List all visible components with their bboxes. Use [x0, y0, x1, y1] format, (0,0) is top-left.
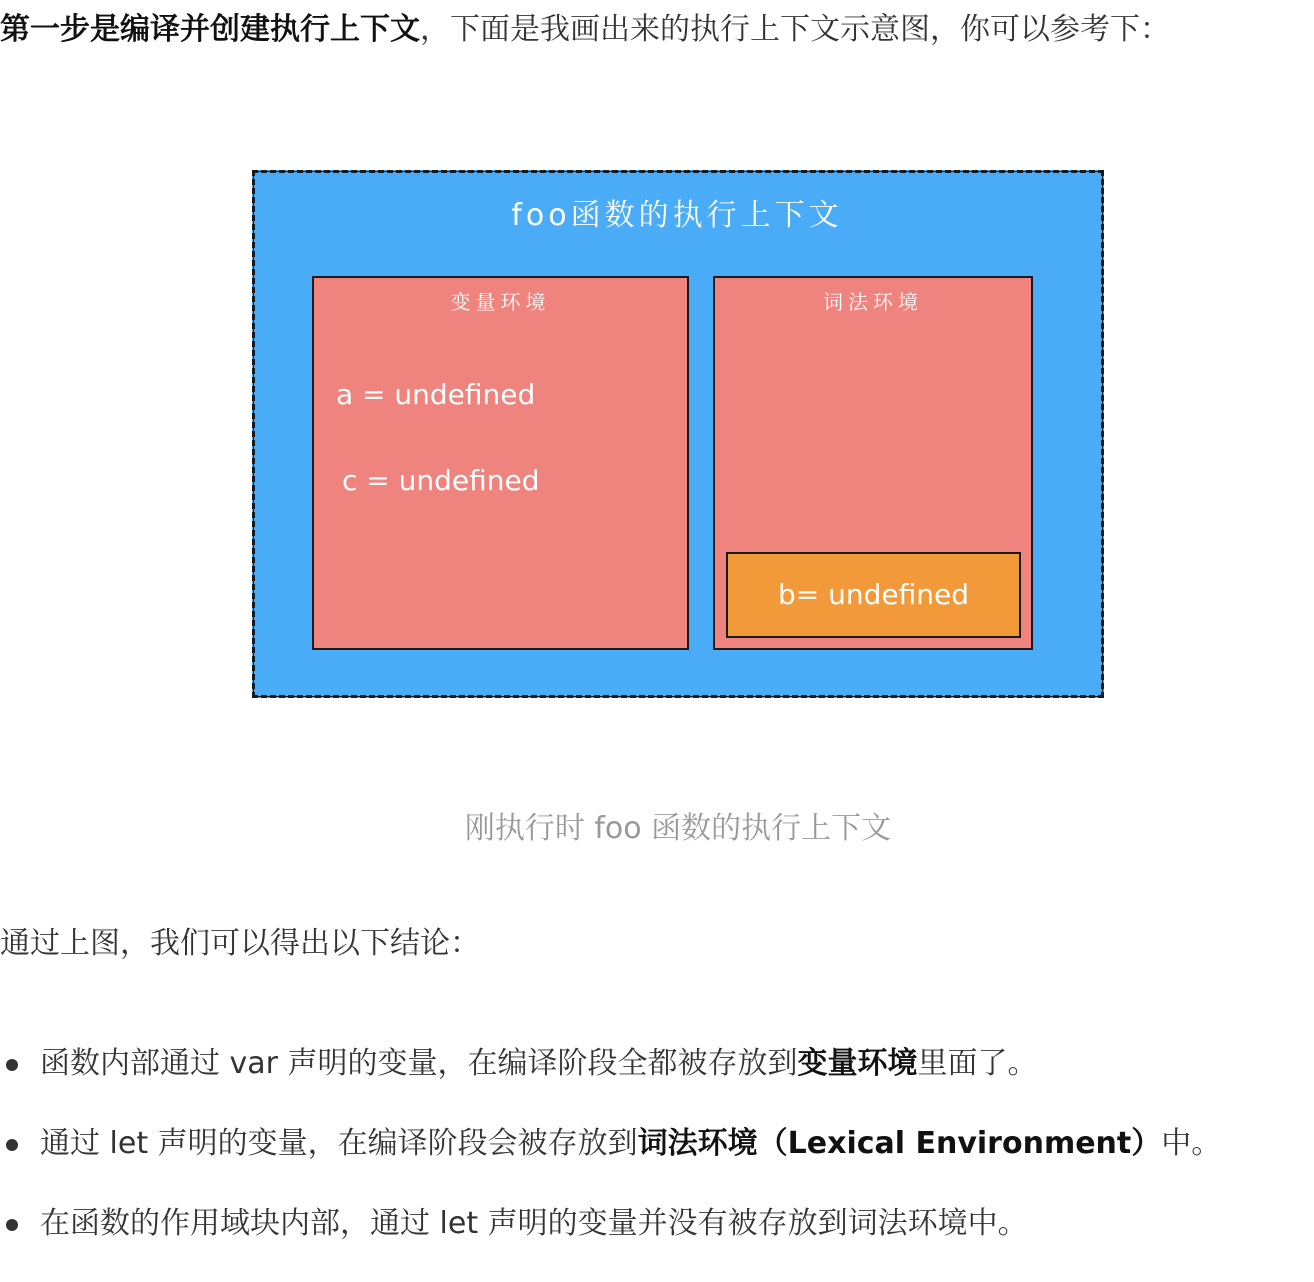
- list-item-text: 通过 let 声明的变量，在编译阶段会被存放到: [40, 1126, 638, 1161]
- block-scope-box: [726, 552, 1021, 638]
- figure-caption: 刚执行时 foo 函数的执行上下文: [464, 811, 892, 846]
- lexical-environment-title: 词法环境: [823, 290, 923, 314]
- list-item: [0, 1202, 1221, 1282]
- variable-c-line: c = undefined: [342, 464, 540, 497]
- list-item-bold: 变量环境: [797, 1046, 918, 1081]
- variable-environment-title: 变量环境: [450, 290, 551, 314]
- execution-context-title: foo函数的执行上下文: [511, 198, 843, 233]
- lexical-environment-box: [713, 276, 1033, 650]
- list-item-text: 在函数的作用域块内部，通过 let 声明的变量并没有被存放到词法环境中。: [40, 1206, 1028, 1241]
- list-item-tail: 里面了。: [917, 1046, 1038, 1081]
- list-item: [0, 1042, 1221, 1122]
- variable-a-line: a = undefined: [336, 378, 536, 411]
- list-item-text: 函数内部通过 var 声明的变量，在编译阶段全都被存放到: [40, 1046, 798, 1081]
- conclusion-intro: 通过上图，我们可以得出以下结论：: [0, 926, 480, 961]
- intro-text: ，下面是我画出来的执行上下文示意图，你可以参考下：: [420, 12, 1170, 47]
- list-item-tail: 中。: [1161, 1126, 1222, 1161]
- variable-environment-box: [312, 276, 689, 650]
- bullet-dot: [6, 1219, 18, 1231]
- intro-bold-text: 第一步是编译并创建执行上下文: [0, 12, 420, 47]
- list-item-bold: 词法环境（Lexical Environment）: [637, 1126, 1162, 1161]
- conclusion-list: [0, 1042, 1221, 1282]
- bullet-dot: [6, 1139, 18, 1151]
- bullet-dot: [6, 1059, 18, 1071]
- variable-b-line: b= undefined: [777, 578, 969, 611]
- list-item: [0, 1122, 1221, 1202]
- intro-paragraph: [0, 8, 1314, 52]
- execution-context-diagram: [252, 170, 1102, 696]
